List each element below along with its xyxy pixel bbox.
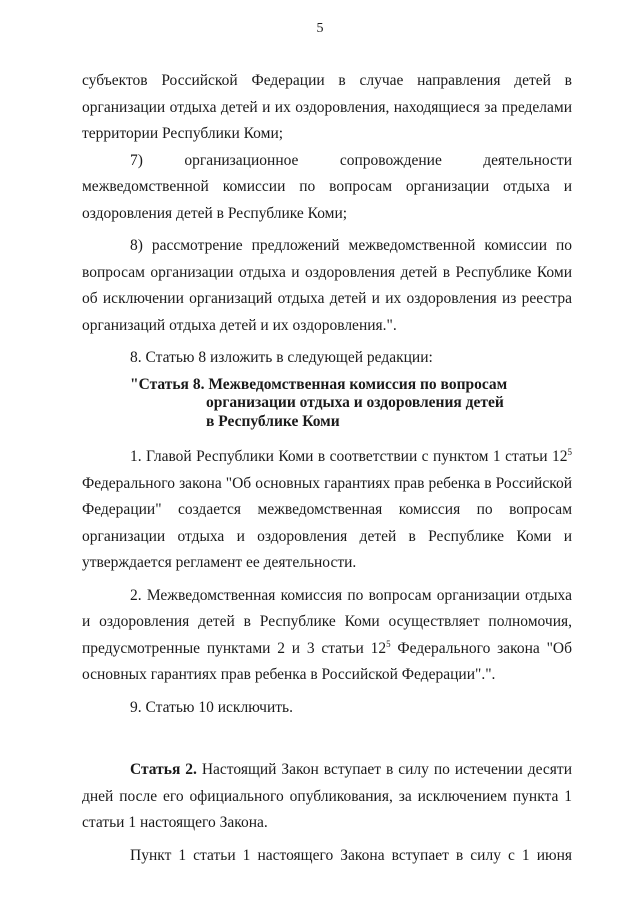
- clause-2-text-end: Федерального закона "Об основных гарантиях прав ребенка в Российской Федерации".".: [82, 639, 572, 683]
- article-8-heading-line-1: "Статья 8. Межведомственная комиссия по вопросам: [130, 375, 508, 393]
- clause-2-text-start: 2. Межведомственная комиссия по вопросам организации отдыха и оздоровления детей в Республике Коми осуществляет полномочия, предусмотренные пунктами 2 и 3 статьи 12: [82, 586, 572, 657]
- article-8-clause-1: [82, 444, 572, 577]
- clause-1-text-end: Федерального закона "Об основных гарантиях прав ребенка в Российской Федерации" создается межведомственная комиссия по вопросам организации отдыха и оздоровления детей в Республике Коми и утверждается регламент ее деятельности.: [82, 474, 572, 571]
- document-body: [82, 68, 572, 869]
- article-2-text: Настоящий Закон вступает в силу по истечении десяти дней после его официального опубликования, за исключением пункта 1 статьи 1 настоящего Закона.: [82, 761, 572, 831]
- article-8-heading-line-2: организации отдыха и оздоровления детей: [206, 394, 504, 411]
- page-number: 5: [316, 21, 324, 36]
- article-8-clause-2: [82, 583, 572, 689]
- clause-1-text-start: 1. Главой Республики Коми в соответствии с пунктом 1 статьи 12: [130, 448, 568, 465]
- article-8-heading-line-3: в Республике Коми: [206, 412, 340, 430]
- paragraph-item-8: 8) рассмотрение предложений межведомственной комиссии по вопросам организации отдыха и оздоровления детей в Республике Коми об исключении организаций отдыха детей и их оздоровления из реестра организаций отдыха детей и их оздоровления.".: [82, 237, 572, 334]
- article-2-label: Статья 2.: [130, 761, 197, 778]
- article-2-paragraph: [82, 757, 572, 837]
- article-superscript: 5: [386, 638, 391, 649]
- paragraph-amendment-8: 8. Статью 8 изложить в следующей редакции:: [130, 349, 433, 366]
- article-2-effective-date: Пункт 1 статьи 1 настоящего Закона вступает в силу с 1 июня: [130, 846, 572, 864]
- article-superscript: 5: [567, 446, 572, 457]
- article-8-heading: [82, 376, 572, 432]
- paragraph-amendment-9: 9. Статью 10 исключить.: [130, 698, 293, 716]
- paragraph-continuation: субъектов Российской Федерации в случае направления детей в организации отдыха детей и их оздоровления, находящиеся за пределами территории Республики Коми;: [82, 72, 572, 142]
- paragraph-item-7: 7) организационное сопровождение деятельности межведомственной комиссии по вопросам организации отдыха и оздоровления детей в Республике Коми;: [82, 151, 572, 222]
